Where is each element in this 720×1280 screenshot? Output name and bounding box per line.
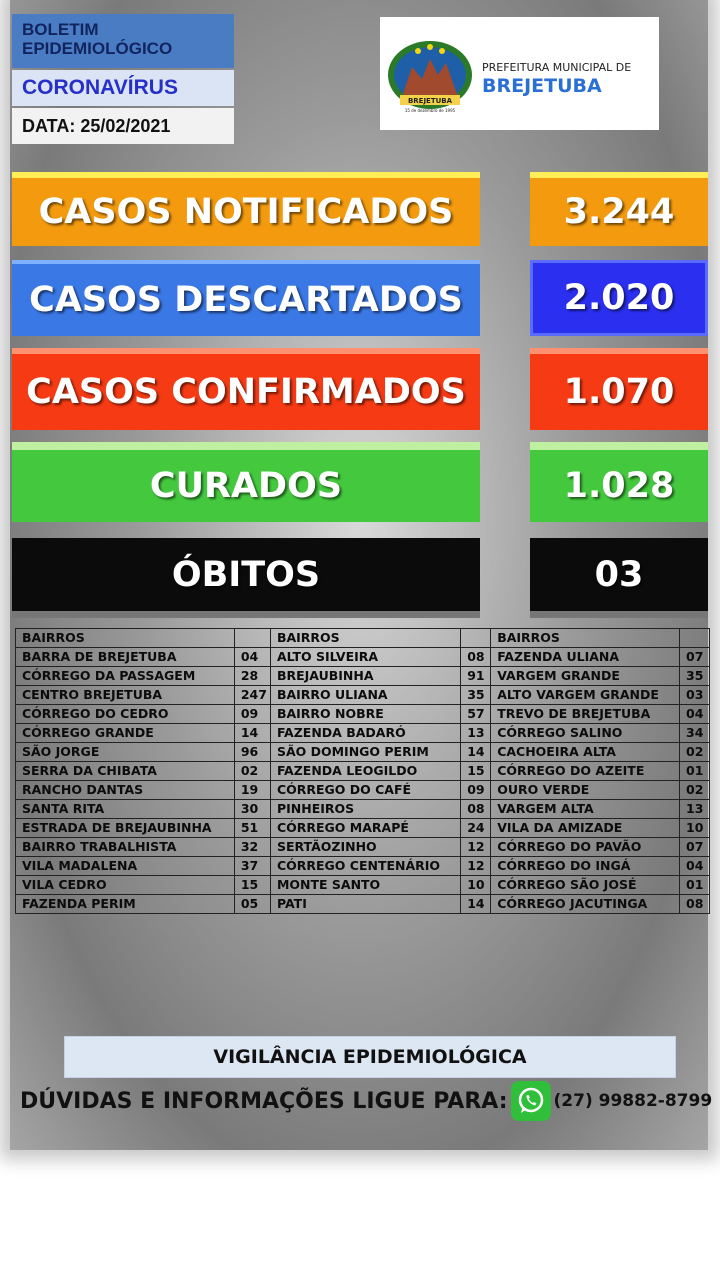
- bairro-name: SERRA DA CHIBATA: [16, 762, 235, 781]
- bairro-name: CÓRREGO DO INGÁ: [491, 857, 680, 876]
- case-count: 14: [461, 895, 491, 914]
- bulletin-title: BOLETIM EPIDEMIOLÓGICO: [12, 14, 234, 68]
- case-count: [234, 629, 270, 648]
- bairro-name: ALTO VARGEM GRANDE: [491, 686, 680, 705]
- table-header-row: [16, 629, 710, 648]
- table-row: [16, 838, 710, 857]
- notificados-label: CASOS NOTIFICADOS: [12, 172, 480, 246]
- coronavirus-title: CORONAVÍRUS: [12, 70, 234, 106]
- case-count: 05: [234, 895, 270, 914]
- case-count: 15: [234, 876, 270, 895]
- bairro-name: ALTO SILVEIRA: [270, 648, 460, 667]
- bairro-name: VILA CEDRO: [16, 876, 235, 895]
- bairro-name: SANTA RITA: [16, 800, 235, 819]
- table-row: [16, 762, 710, 781]
- bairro-name: BARRA DE BREJETUBA: [16, 648, 235, 667]
- bairro-name: CÓRREGO MARAPÉ: [270, 819, 460, 838]
- case-count: 28: [234, 667, 270, 686]
- table-row: [16, 724, 710, 743]
- confirmados-value: 1.070: [530, 348, 708, 430]
- prefeitura-logo: [380, 17, 659, 130]
- bairro-name: CACHOEIRA ALTA: [491, 743, 680, 762]
- case-count: 34: [680, 724, 710, 743]
- case-count: 247: [234, 686, 270, 705]
- table-row: [16, 686, 710, 705]
- case-count: 08: [680, 895, 710, 914]
- bairro-name: CÓRREGO JACUTINGA: [491, 895, 680, 914]
- bairro-name: FAZENDA LEOGILDO: [270, 762, 460, 781]
- case-count: 35: [680, 667, 710, 686]
- bairro-name: FAZENDA ULIANA: [491, 648, 680, 667]
- bairro-name: CÓRREGO DO CEDRO: [16, 705, 235, 724]
- case-count: 04: [680, 857, 710, 876]
- whatsapp-icon: [511, 1081, 551, 1121]
- bairro-name: RANCHO DANTAS: [16, 781, 235, 800]
- case-count: 96: [234, 743, 270, 762]
- bairro-name: BREJAUBINHA: [270, 667, 460, 686]
- bulletin-date: DATA: 25/02/2021: [12, 108, 234, 144]
- table-row: [16, 743, 710, 762]
- bairro-name: PINHEIROS: [270, 800, 460, 819]
- case-count: 35: [461, 686, 491, 705]
- case-count: 24: [461, 819, 491, 838]
- case-count: 10: [680, 819, 710, 838]
- case-count: 02: [234, 762, 270, 781]
- case-count: 12: [461, 857, 491, 876]
- case-count: [680, 629, 710, 648]
- notificados-value: 3.244: [530, 172, 708, 246]
- case-count: 14: [461, 743, 491, 762]
- table-row: [16, 667, 710, 686]
- seal-name: BREJETUBA: [407, 97, 453, 105]
- table-row: [16, 819, 710, 838]
- case-count: 13: [461, 724, 491, 743]
- case-count: 51: [234, 819, 270, 838]
- bairro-name: VILA DA AMIZADE: [491, 819, 680, 838]
- bairro-name: CÓRREGO SÃO JOSÉ: [491, 876, 680, 895]
- case-count: 04: [680, 705, 710, 724]
- curados-label: CURADOS: [12, 442, 480, 522]
- brejetuba-seal: [380, 17, 659, 130]
- table-row: [16, 876, 710, 895]
- phone-number: (27) 99882-8799: [553, 1091, 713, 1111]
- case-count: 10: [461, 876, 491, 895]
- bairro-name: FAZENDA PERIM: [16, 895, 235, 914]
- bairro-name: ESTRADA DE BREJAUBINHA: [16, 819, 235, 838]
- case-count: 07: [680, 648, 710, 667]
- case-count: 01: [680, 762, 710, 781]
- bairro-name: FAZENDA BADARÓ: [270, 724, 460, 743]
- bairro-name: CÓRREGO DO CAFÉ: [270, 781, 460, 800]
- table-row: [16, 648, 710, 667]
- case-count: 01: [680, 876, 710, 895]
- case-count: 19: [234, 781, 270, 800]
- bairro-name: SÃO DOMINGO PERIM: [270, 743, 460, 762]
- column-header: BAIRROS: [16, 629, 235, 648]
- seal-date: 15 de dezembro de 1995: [404, 108, 456, 113]
- bairro-name: MONTE SANTO: [270, 876, 460, 895]
- table-row: [16, 800, 710, 819]
- bairro-name: BAIRRO ULIANA: [270, 686, 460, 705]
- case-count: 32: [234, 838, 270, 857]
- logo-line1: PREFEITURA MUNICIPAL DE: [482, 61, 632, 74]
- bairro-name: VARGEM ALTA: [491, 800, 680, 819]
- case-count: 30: [234, 800, 270, 819]
- bairro-name: CÓRREGO DO AZEITE: [491, 762, 680, 781]
- curados-value: 1.028: [530, 442, 708, 522]
- contact-text: DÚVIDAS E INFORMAÇÕES LIGUE PARA:: [20, 1088, 508, 1114]
- descartados-label: CASOS DESCARTADOS: [12, 260, 480, 336]
- bairros-table-body: [16, 629, 710, 914]
- bairros-table: [15, 628, 710, 914]
- case-count: 91: [461, 667, 491, 686]
- case-count: 02: [680, 781, 710, 800]
- case-count: 37: [234, 857, 270, 876]
- case-count: 07: [680, 838, 710, 857]
- bairro-name: SÃO JORGE: [16, 743, 235, 762]
- case-count: [461, 629, 491, 648]
- bairro-name: CÓRREGO CENTENÁRIO: [270, 857, 460, 876]
- case-count: 04: [234, 648, 270, 667]
- bairro-name: BAIRRO NOBRE: [270, 705, 460, 724]
- table-row: [16, 781, 710, 800]
- case-count: 12: [461, 838, 491, 857]
- bairro-name: CÓRREGO DO PAVÃO: [491, 838, 680, 857]
- bairro-name: TREVO DE BREJETUBA: [491, 705, 680, 724]
- case-count: 09: [461, 781, 491, 800]
- confirmados-label: CASOS CONFIRMADOS: [12, 348, 480, 430]
- case-count: 02: [680, 743, 710, 762]
- case-count: 08: [461, 648, 491, 667]
- contact-line: [20, 1086, 712, 1116]
- bairro-name: VILA MADALENA: [16, 857, 235, 876]
- case-count: 57: [461, 705, 491, 724]
- bairro-name: VARGEM GRANDE: [491, 667, 680, 686]
- case-count: 15: [461, 762, 491, 781]
- case-count: 08: [461, 800, 491, 819]
- case-count: 09: [234, 705, 270, 724]
- logo-line2: BREJETUBA: [482, 75, 602, 97]
- bairro-name: CÓRREGO SALINO: [491, 724, 680, 743]
- table-row: [16, 895, 710, 914]
- table-row: [16, 705, 710, 724]
- bairro-name: SERTÃOZINHO: [270, 838, 460, 857]
- case-count: 13: [680, 800, 710, 819]
- column-header: BAIRROS: [491, 629, 680, 648]
- obitos-value: 03: [530, 538, 708, 618]
- vigilancia-banner: VIGILÂNCIA EPIDEMIOLÓGICA: [64, 1036, 676, 1078]
- bairro-name: OURO VERDE: [491, 781, 680, 800]
- obitos-label: ÓBITOS: [12, 538, 480, 618]
- bairro-name: CÓRREGO GRANDE: [16, 724, 235, 743]
- bairro-name: PATI: [270, 895, 460, 914]
- case-count: 03: [680, 686, 710, 705]
- descartados-value: 2.020: [530, 260, 708, 336]
- bairro-name: CENTRO BREJETUBA: [16, 686, 235, 705]
- bairro-name: CÓRREGO DA PASSAGEM: [16, 667, 235, 686]
- table-row: [16, 857, 710, 876]
- case-count: 14: [234, 724, 270, 743]
- bairro-name: BAIRRO TRABALHISTA: [16, 838, 235, 857]
- column-header: BAIRROS: [270, 629, 460, 648]
